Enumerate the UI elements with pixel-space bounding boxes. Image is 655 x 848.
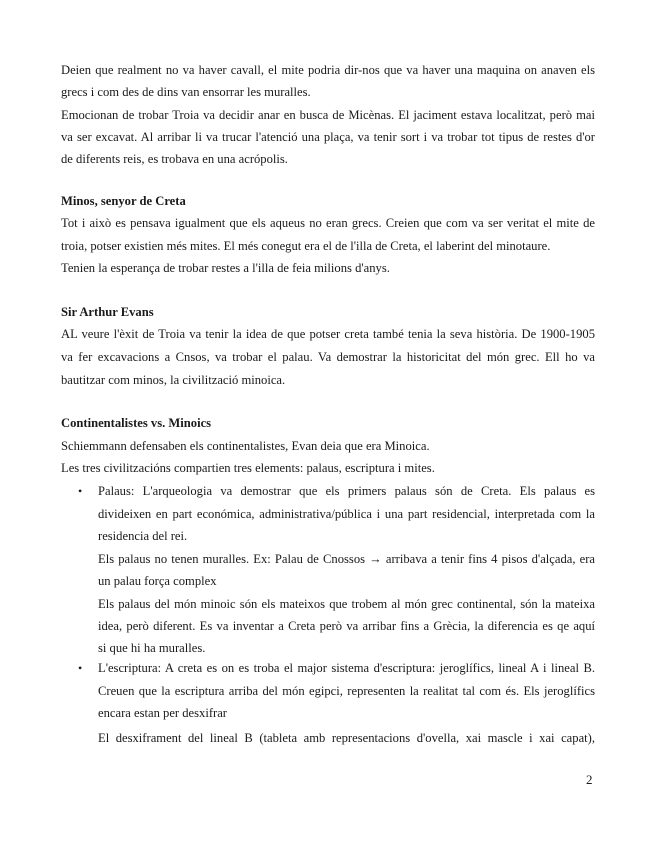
text-line: El desxiframent del lineal B (tableta amb representacions d'ovella, xai mascle i xai capat), [98,731,595,745]
bullet-icon: • [78,661,83,675]
text-line: Les tres civilitzacións compartien tres elements: palaus, escriptura i mites. [61,461,435,475]
text-line: si que hi ha muralles. [98,641,206,655]
text-line: Creuen que la escriptura arriba del món egipci, representen la realitat tal com és. Els jeroglífics [98,684,595,698]
page-number: 2 [586,772,593,787]
section-heading: Continentalistes vs. Minoics [61,416,212,430]
text-line: idea, però diferent. Es va inventar a Creta però va arribar fins a Grècia, la diferencia es qe aquí [98,619,595,633]
text-line: Tenien la esperança de trobar restes a l'illa de feia milions d'anys. [61,261,390,275]
text-line: L'escriptura: A creta es on es troba el major sistema d'escriptura: jeroglífics, lineal A i lineal B. [98,661,595,675]
text-line: bautitzar com minos, la civilització minoica. [61,373,286,387]
text-line: Els palaus no tenen muralles. Ex: Palau de Cnossos → arribava a tenir fins 4 pisos d'alçada, era [98,552,595,566]
text-line: encara estan per desxifrar [98,706,228,720]
text-line: troia, potser existien més mites. El més conegut era el de l'illa de Creta, el laberint del minotaure. [61,239,551,253]
text-line: residencia del rei. [98,529,188,543]
text-line: va fer excavacions a Cnsos, va trobar el palau. Va demostrar la historicitat del món grec. Ell ho va [61,350,595,364]
section-heading: Sir Arthur Evans [61,305,154,319]
text-line: Emocionan de trobar Troia va decidir anar en busca de Micènas. El jaciment estava localitzat, però mai [61,108,595,122]
text-line: Palaus: L'arqueologia va demostrar que els primers palaus són de Creta. Els palaus es [98,484,595,498]
bullet-icon: • [78,484,83,498]
text-line: Deien que realment no va haver cavall, el mite podria dir-nos que va haver una maquina on anaven els [61,63,595,77]
text-line: AL veure l'èxit de Troia va tenir la idea de que potser creta també tenia la seva història. De 1900-1905 [61,327,595,341]
text-line: Schiemmann defensaben els continentalistes, Evan deia que era Minoica. [61,439,430,453]
text-line: Tot i això es pensava igualment que els aqueus no eran grecs. Creien que com va ser veritat el mite de [61,216,595,230]
text-line: grecs i com des de dins van ensorrar les muralles. [61,85,311,99]
section-heading: Minos, senyor de Creta [61,194,186,208]
text-line: un palau força complex [98,574,217,588]
text-line: va ser excavat. Al arribar li va trucar l'atenció una plaça, va tenir sort i va trobar tot tipus de restes d'or [61,130,595,144]
text-line: Els palaus del món minoic són els mateixos que trobem al món grec continental, són la mateixa [98,597,595,611]
text-line: divideixen en part económica, administrativa/pública i una part residencial, interpretada com la [98,507,595,521]
text-line: de diferents reis, es trobava en una acrópolis. [61,152,288,166]
